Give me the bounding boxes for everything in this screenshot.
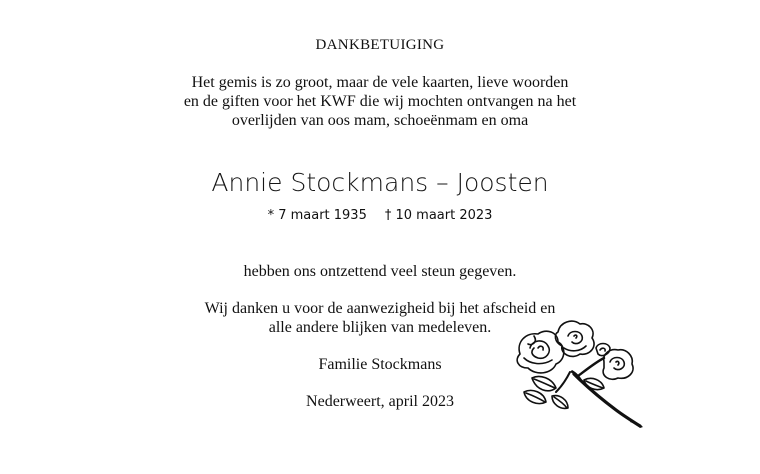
life-dates [0,208,760,223]
thanks-line-1: Wij danken u voor de aanwezigheid bij het afscheid en [204,300,556,317]
intro-line-2: en de giften voor het KWF die wij mochten ontvangen na het [183,93,577,110]
thanks-line-2: alle andere blijken van medeleven. [268,319,492,336]
family-signature: Familie Stockmans [318,356,442,373]
birth-date: * 7 maart 1935 [267,208,367,223]
death-date: † 10 maart 2023 [384,208,493,223]
intro-line-3: overlijden van oos mam, schoeënmam en oma [231,112,529,129]
support-line: hebben ons ontzettend veel steun gegeven. [243,263,517,280]
card-title: DANKBETUIGING [315,37,445,53]
roses-illustration-icon [512,318,646,430]
place-and-date: Nederweert, april 2023 [306,393,454,410]
deceased-name: Annie Stockmans – Joosten [211,168,549,197]
intro-line-1: Het gemis is zo groot, maar de vele kaarten, lieve woorden [191,74,569,91]
